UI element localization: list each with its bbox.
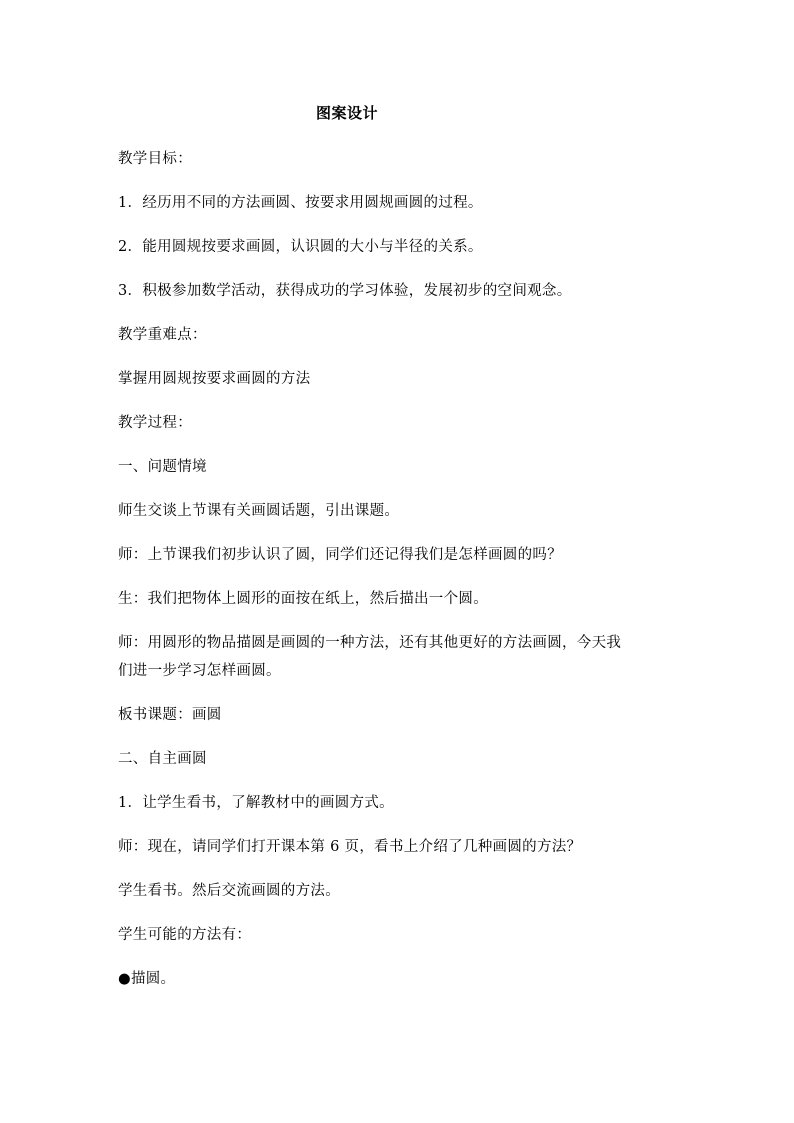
dialogue-line: 师：现在，请同学们打开课本第 6 页，看书上介绍了几种画圆的方法？ (118, 839, 582, 855)
board-title-line: 板书课题：画圆 (118, 707, 222, 723)
dialogue-line: 生：我们把物体上圆形的面按在纸上，然后描出一个圆。 (118, 591, 488, 607)
paragraph: 学生可能的方法有： (118, 927, 252, 943)
dialogue-line: 师：用圆形的物品描圆是画圆的一种方法，还有其他更好的方法画圆，今天我 (118, 635, 622, 651)
section-heading-objectives: 教学目标： (118, 151, 192, 167)
paragraph: 学生看书。然后交流画圆的方法。 (118, 883, 340, 899)
subsection-heading-1: 一、问题情境 (118, 459, 207, 475)
key-point-text: 掌握用圆规按要求画圆的方法 (118, 371, 311, 387)
bullet-item: ●描圆。 (118, 971, 176, 987)
dialogue-line-continued: 们进一步学习怎样画圆。 (118, 663, 281, 679)
objective-item-2: 2．能用圆规按要求画圆，认识圆的大小与半径的关系。 (118, 239, 483, 255)
subsection-heading-2: 二、自主画圆 (118, 751, 207, 767)
dialogue-line: 师：上节课我们初步认识了圆，同学们还记得我们是怎样画圆的吗？ (118, 547, 562, 563)
paragraph: 师生交谈上节课有关画圆话题，引出课题。 (118, 503, 400, 519)
step-item-1: 1．让学生看书，了解教材中的画圆方式。 (118, 795, 394, 811)
section-heading-process: 教学过程： (118, 415, 192, 431)
objective-item-3: 3．积极参加数学活动，获得成功的学习体验，发展初步的空间观念。 (118, 283, 572, 299)
section-heading-key-points: 教学重难点： (118, 327, 207, 343)
document-title: 图案设计 (315, 104, 378, 122)
objective-item-1: 1．经历用不同的方法画圆、按要求用圆规画圆的过程。 (118, 195, 483, 211)
